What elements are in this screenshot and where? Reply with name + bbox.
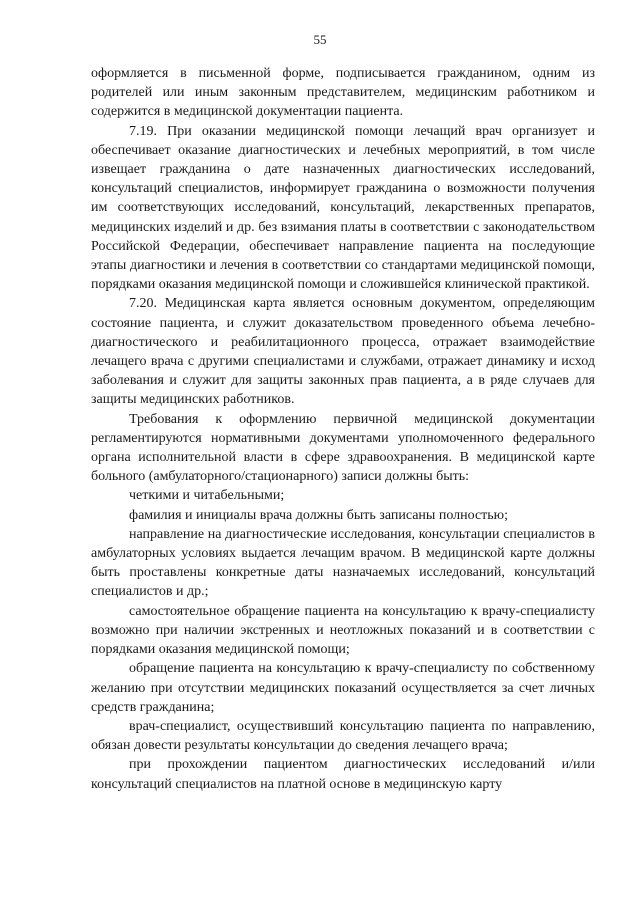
list-item-doctor-name: фамилия и инициалы врача должны быть записаны полностью; bbox=[129, 507, 509, 523]
paragraph-7-20: 7.20. Медицинская карта является основным документом, определяющим состояние пациента, и служит доказательством проведенного объема лечебно-диагностического и реабилитационного процесса, отражает взаимодействие лечащего врача с другими специалистами и службами, отражает динамику и исход заболевания и служит для защиты законных прав пациента, а в ряде случаев для защиты медицинских работников. bbox=[91, 296, 595, 408]
paragraph-continuation: оформляется в письменной форме, подписывается гражданином, одним из родителей или иным законным представителем, медицинским работником и содержится в медицинской документации пациента. bbox=[91, 66, 595, 120]
paragraph-7-19: 7.19. При оказании медицинской помощи лечащий врач организует и обеспечивает оказание диагностических и лечебных мероприятий, в том числе извещает гражданина о дате назначенных диагностических исследований, консультаций специалистов, информирует гражданина о возможности получения им соответствующих исследований, консультаций, лекарственных препаратов, медицинских изделий и др. без взимания платы в соответствии с законодательством Российской Федерации, обеспечивает направление пациента на последующие этапы диагностики и лечения в соответствии со стандартами медицинской помощи, порядками оказания медицинской помощи и сложившейся клинической практикой. bbox=[91, 123, 595, 293]
page-number: 55 bbox=[313, 32, 327, 47]
paragraph-requirements: Требования к оформлению первичной медицинской документации регламентируются нормативными документами уполномоченного федерального органа исполнительной власти в сфере здравоохранения. В медицинской карте больного (амбулаторного/стационарного) записи должны быть: bbox=[91, 411, 595, 485]
list-item-legible: четкими и читабельными; bbox=[129, 488, 285, 504]
list-item-self-referral: самостоятельное обращение пациента на консультацию к врачу-специалисту возможно при наличии экстренных и неотложных показаний и в соответствии с порядками оказания медицинской помощи; bbox=[91, 603, 595, 658]
list-item-specialist-results: врач-специалист, осуществивший консультацию пациента по направлению, обязан довести результаты консультации до сведения лечащего врача; bbox=[91, 718, 595, 754]
list-item-own-wish: обращение пациента на консультацию к врачу-специалисту по собственному желанию при отсутствии медицинских показаний осуществляется за счет личных средств гражданина; bbox=[91, 661, 595, 715]
list-item-referral: направление на диагностические исследования, консультации специалистов в амбулаторных условиях выдается лечащим врачом. В медицинской карте должны быть проставлены конкретные даты назначаемых исследований, консультаций специалистов и др.; bbox=[91, 526, 595, 600]
document-body bbox=[91, 64, 595, 794]
list-item-paid-services: при прохождении пациентом диагностических исследований и/или консультаций специалистов на платной основе в медицинскую карту bbox=[91, 757, 595, 792]
